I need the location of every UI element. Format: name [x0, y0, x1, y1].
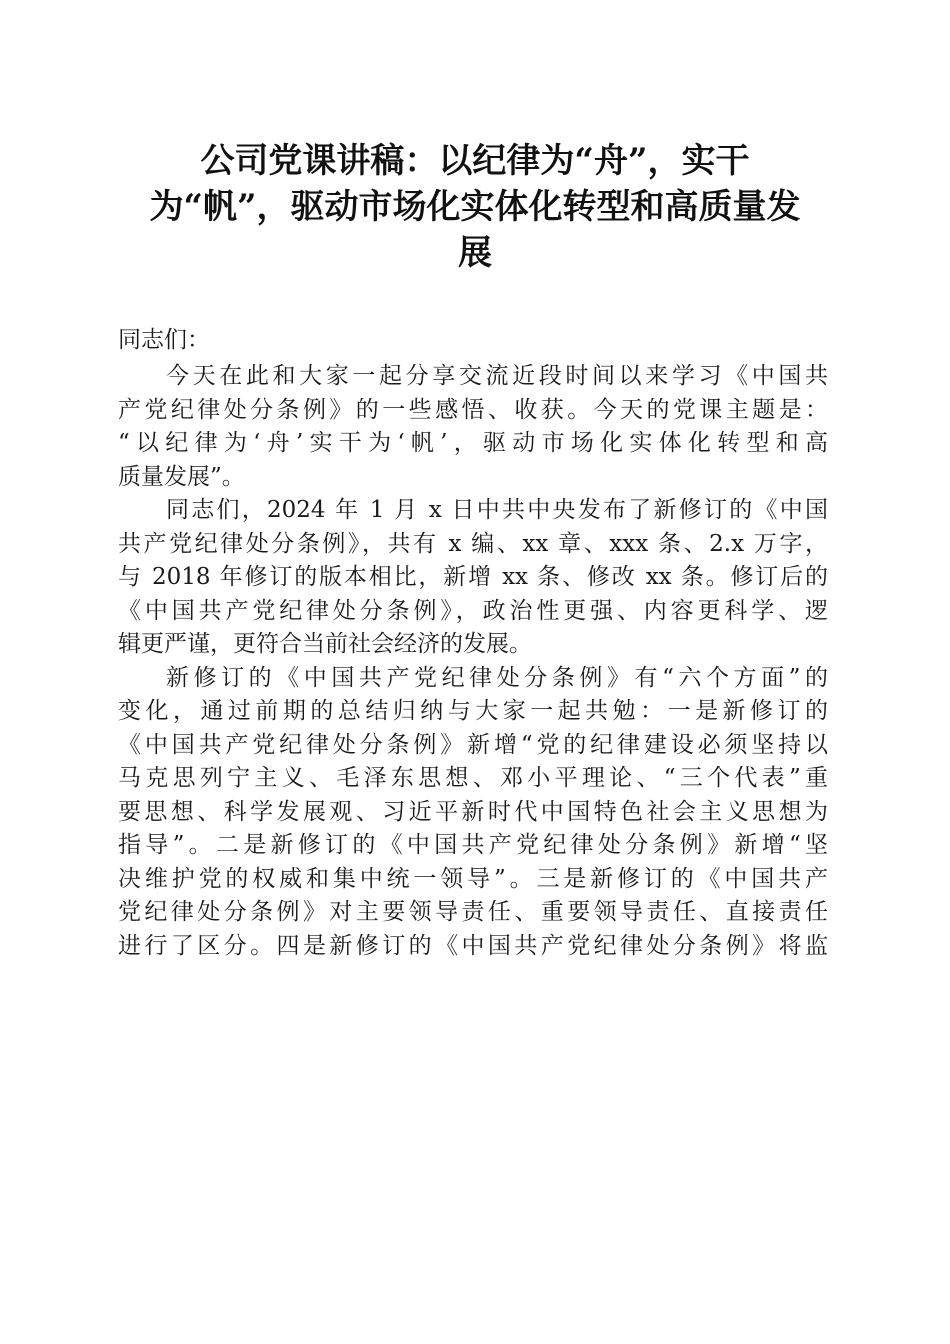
paragraph-line: 决维护党的权威和集中统一领导”。三是新修订的《中国共产 — [118, 865, 828, 892]
title-line-2: 为“帆”，驱动市场化实体化转型和高质量发 — [149, 187, 801, 227]
paragraph-line: 进行了区分。四是新修订的《中国共产党纪律处分条例》将监 — [118, 932, 828, 959]
paragraph-line: 《中国共产党纪律处分条例》，政治性更强、内容更科学、逻 — [118, 597, 828, 624]
paragraph-line: 质量发展”。 — [118, 463, 245, 490]
title-line-3: 展 — [458, 233, 492, 273]
salutation: 同志们： — [118, 327, 210, 353]
title-line-1: 公司党课讲稿：以纪律为“舟”，实干 — [200, 141, 750, 181]
paragraph-line: 要思想、科学发展观、习近平新时代中国特色社会主义思想为 — [118, 798, 828, 825]
document-title — [110, 138, 840, 276]
paragraph-line: “以纪律为‘舟’实干为‘帆’，驱动市场化实体化转型和高 — [118, 430, 828, 456]
paragraph-line: 指导”。二是新修订的《中国共产党纪律处分条例》新增“坚 — [118, 832, 828, 858]
paragraph-line: 新修订的《中国共产党纪律处分条例》有“六个方面”的 — [166, 664, 828, 691]
paragraph-line: 同志们，2024 年 1 月 x 日中共中央发布了新修订的《中国 — [166, 497, 828, 523]
paragraph-line: 产党纪律处分条例》的一些感悟、收获。今天的党课主题是： — [118, 396, 828, 423]
paragraph-line: 《中国共产党纪律处分条例》新增“党的纪律建设必须坚持以 — [118, 731, 828, 758]
paragraph-line: 马克思列宁主义、毛泽东思想、邓小平理论、“三个代表”重 — [118, 765, 828, 791]
paragraph-2 — [118, 494, 828, 662]
paragraph-line: 变化，通过前期的总结归纳与大家一起共勉：一是新修订的 — [118, 698, 828, 724]
paragraph-line: 共产党纪律处分条例》，共有 x 编、xx 章、xxx 条、2.x 万字， — [118, 530, 828, 557]
paragraph-1 — [118, 360, 828, 494]
paragraph-3 — [118, 662, 828, 964]
paragraph-line: 辑更严谨，更符合当前社会经济的发展。 — [118, 631, 532, 657]
paragraph-line: 党纪律处分条例》对主要领导责任、重要领导责任、直接责任 — [118, 899, 828, 925]
document-body — [118, 324, 828, 963]
paragraph-line: 今天在此和大家一起分享交流近段时间以来学习《中国共 — [166, 363, 828, 389]
paragraph-line: 与 2018 年修订的版本相比，新增 xx 条、修改 xx 条。修订后的 — [118, 564, 828, 590]
